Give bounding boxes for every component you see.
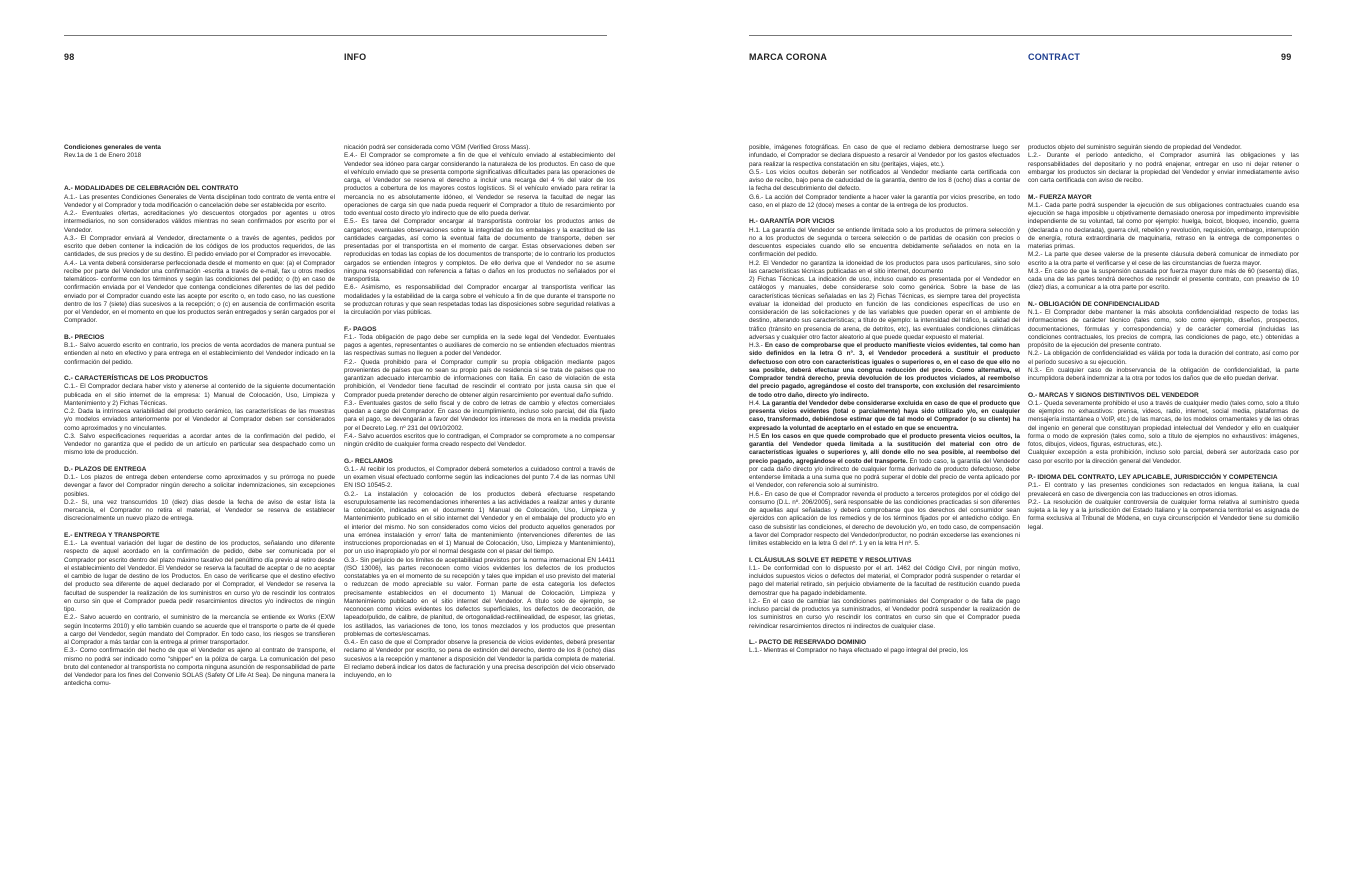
left-page-number: 98 — [64, 52, 75, 62]
clause-h1: H.1. La garantía del Vendedor se entiende limitada solo a los productos de primera selección y no a los productos de segunda o tercera selección o de partidas de ocasión con precios o descuentos especiales cuando ello se encuentra debidamente señalados en nota en la confirmación del pedido. — [749, 226, 1020, 259]
section-f-title: F.- PAGOS — [344, 325, 377, 333]
clause-g2: G.2.- La instalación y colocación de los productos deberá efectuarse respetando escrupulosamente las recomendaciones inherentes a las actividades a realizar antes y durante la colocación, indicadas en el documento 1) Manual de Colocación, Uso, Limpieza y Mantenimiento publicado en el sitio internet del Vendedor y en el embalaje del producto y/o en el interior del mismo. No son considerados como vicios del producto aquellos generados por una errónea instalación y error/ falta de mantenimiento (intervenciones diferentes de las instrucciones proporcionadas en el 1) Manual de Colocación, Uso, Limpieza y Mantenimiento), por un uso inapropiado y/o por el normal desgaste con el pasar del tiempo. — [344, 490, 615, 556]
document-revision: Rev.1a de 1 de Enero 2018 — [64, 152, 142, 160]
clause-l2: L.2.- Durante el período antedicho, el Comprador asumirá las obligaciones y las responsabilidades del depositario y no podrá enajenar, entregar en uso ni dejar retener o embargar los productos sin declarar la propiedad del Vendedor y enviar inmediatamente aviso con carta certificada con aviso de recibo. — [1028, 152, 1299, 184]
clause-e4: E.4.- El Comprador se compromete a fin de que el vehículo enviado al establecimiento del Vendedor sea idóneo para cargar considerando la naturaleza de los productos. En caso de que el vehículo enviado que se presenta comporte significativas dificultades para las operaciones de carga, el Vendedor se reserva el derecho a incluir una recarga del 4 % del valor de los productos a cobertura de los mayores costos logísticos. Si el vehículo enviado para retirar la mercancía no es absolutamente idóneo, el Vendedor se reserva la facultad de negar las operaciones de carga sin que nada pueda requerir el Comprador a título de resarcimiento por todo eventual costo directo y/o indirecto que de ello pueda derivar. — [344, 152, 615, 217]
clause-a3: A.3.- El Comprador enviará al Vendedor, directamente o a través de agentes, pedidos por escrito que deben contener la indicación de los códigos de los productos requeridos, de las cantidades, de sus precios y de su destino. El pedido enviado por el Comprador es irrevocable. — [64, 234, 335, 259]
clause-l1: L.1.- Mientras el Comprador no haya efectuado el pago integral del precio, los — [749, 647, 968, 655]
clause-e2: E.2.- Salvo acuerdo en contrario, el suministro de la mercancía se entiende ex Works (EXW según Incoterms 2010) y ello también cuando se acuerde que el transporte o parte de él quede a cargo del Vendedor, según mandato del Comprador. En todo caso, los riesgos se transfieren al Comprador a más tardar con la entrega al primer transportador. — [64, 614, 335, 646]
section-p-title: P.- IDIOMA DEL CONTRATO, LEY APLICABLE, JURISDICCIÓN Y COMPETENCIA — [1028, 474, 1278, 481]
clause-c2: C.2. Dada la intrínseca variabilidad del producto cerámico, las características de las muestras y/o modelos enviados anteriormente por el Vendedor al Comprador deben ser considerados como aproximados y no vinculantes. — [64, 408, 335, 432]
clause-h2-technical-sheets: 2) Fichas Técnicas. La indicación de uso, incluso cuando es presentada por el Vendedor en catálogos y manuales, debe considerarse solo como genérica. Sobre la base de las características técnicas señaladas en las 2) Fichas Técnicas, es siempre tarea del proyectista evaluar la idoneidad del producto en función de las condiciones específicas de uso en consideración de las solicitaciones y de las variables que pueden operar en el ambiente de destino, alterando sus características; a título de ejemplo: la intensidad del tráfico, la calidad del tráfico (tránsito en presencia de arena, de detritos, etc), las eventuales condiciones climáticas adversas y cualquier otro factor aleatorio al que puede quedar expuesto el material. — [749, 276, 1020, 341]
clause-d2: D.2.- Si, una vez transcurridos 10 (diez) días desde la fecha de aviso de estar lista la mercancía, el Comprador no retira el material, el Vendedor se reserva de establecer discrecionalmente un nuevo plazo de entrega. — [64, 498, 335, 523]
clause-d1: D.1.- Los plazos de entrega deben entenderse como aproximados y su prórroga no puede devengar a favor del Comprador ningún derecho a solicitar indemnizaciones, sin excepciones posibles. — [64, 474, 335, 498]
clause-m1: M.1.- Cada parte podrá suspender la ejecución de sus obligaciones contractuales cuando esa ejecución se haga imposible u objetivamente demasiado onerosa por impedimento imprevisible independiente de su voluntad, tal como por ejemplo: huelga, boicot, bloqueo, incendio, guerra (declarada o no declarada), guerra civil, rebelión y revolución, requisición, embargo, interrupción de energía, rotura extraordinaria de maquinaria, retraso en la entrega de componentes o materias primas. — [1028, 201, 1299, 250]
clause-i1: I.1.- De conformidad con lo dispuesto por el art. 1462 del Código Civil, por ningún motivo, incluidos supuestos vicios o defectos del material, el Comprador podrá suspender o retardar el pago del material retirado, sin perjuicio obviamente de la facultad de restitución cuando pueda demostrar que ha pagado indebidamente. — [749, 564, 1020, 597]
clause-m2: M.2.- La parte que desee valerse de la presente cláusula deberá comunicar de inmediato por escrito a la otra parte el verificarse y el cese de las circunstancias de fuerza mayor. — [1028, 251, 1299, 267]
clause-c3: C.3. Salvo especificaciones requeridas a acordar antes de la confirmación del pedido, el Vendedor no garantiza que el pedido de un artículo en particular sea despachado como un mismo lote de producción. — [64, 432, 335, 457]
clause-h4-lead: H.4. — [749, 399, 763, 407]
section-a-title: A.- MODALIDADES DE CELEBRACIÓN DEL CONTRATO — [64, 185, 239, 193]
section-l-title: L.- PACTO DE RESERVADO DOMINIO — [749, 639, 867, 646]
clause-f1: F.1.- Toda obligación de pago debe ser cumplida en la sede legal del Vendedor. Eventuales pagos a agentes, representantes o auxiliares de comercio no se entienden efectuados mientras las respectivas sumas no lleguen a poder del Vendedor. — [344, 333, 615, 358]
clause-h6: H.6.- En caso de que el Comprador revenda el producto a terceros protegidos por el código del consumo (D.L. nº. 206/2005), será responsable de las condiciones practicadas si son diferentes de aquellas aquí señaladas y deberá comprobarse que los derechos del consumidor sean ejercidos con aplicación de los remedios y de los términos fijados por el antedicho código. En caso de subsistir las condiciones, el derecho de devolución y/o, en todo caso, de compensación a favor del Comprador respecto del Vendedor/productor, no podrán excederse las exenciones ni límites establecido en la letra G del nº. 1 y en la letra H nº. 5. — [749, 490, 1020, 547]
clause-n3: N.3.- En cualquier caso de inobservancia de la obligación de confidencialidad, la parte incumplidora deberá indemnizar a la otra por todos los daños que de ello puedan derivar. — [1028, 366, 1299, 382]
clause-g4-continued: posible, imágenes fotográficas. En caso de que el reclamo debiera demostrarse luego ser infundado, el Comprador se declara dispuesto a resarcir al Vendedor por los gastos efectuados para realizar la respectiva constatación en situ (peritajes, viajes, etc.). — [749, 144, 1020, 168]
clause-h3 — [749, 342, 1020, 400]
clause-o2: Cualquier excepción a esta prohibición, incluso solo parcial, deberá ser autorizada caso por caso por escrito por la dirección general del Vendedor. — [1028, 449, 1299, 465]
clause-h3-bold: En caso de comprobarse que el producto manifieste vicios evidentes, tal como han sido definidos en la letra G n°. 3, el Vendedor procederá a sustituir el producto defectuoso con otro con características iguales o superiores o, en el caso de que ello no sea posible, deberá efectuar una congrua reducción del precio. Como alternativa, el Comprador tendrá derecho, previa devolución de los productos viciados, al reembolso del precio pagado, agregándose el costo del transporte, con exclusión del resarcimiento de todo otro daño, directo y/o indirecto. — [749, 342, 1020, 399]
clause-h2: H.2. El Vendedor no garantiza la idoneidad de los productos para usos particulares, sino solo las características técnicas publicadas en el sitio internet, documento — [749, 259, 1020, 275]
section-h-title: H.- GARANTÍA POR VICIOS — [749, 218, 835, 226]
column-3 — [749, 144, 1020, 656]
clause-n2: N.2.- La obligación de confidencialidad es válida por toda la duración del contrato, así como por el período sucesivo a su ejecución. — [1028, 350, 1299, 366]
clause-e5: E.5.- Es tarea del Comprador encargar al transportista controlar los productos antes de cargarlos; eventuales observaciones sobre la integridad de los embalajes y la exactitud de las cantidades cargadas, así como la eventual falta de documento de transporte, deben ser presentadas por el transportista en el momento de cargar. Estas observaciones deben ser reproducidas en todas las copias de los documentos de transporte; de lo contrario los productos cargados se entienden íntegros y completos. De ello deriva que el Vendedor no se asume ninguna responsabilidad con referencia a faltas o daños en los productos no señalados por el transportista. — [344, 218, 615, 283]
clause-f3: F.3.- Eventuales gastos de sello fiscal y de cobro de letras de cambio y efectos comerciales quedan a cargo del Comprador. En caso de incumplimiento, incluso solo parcial, del día fijado para el pago, se devengarán a favor del Vendedor los intereses de mora en la medida prevista por el Decreto Leg. nº 231 del 09/10/2002. — [344, 399, 615, 432]
clause-e6: E.6.- Asimismo, es responsabilidad del Comprador encargar al transportista verificar las modalidades y la estabilidad de la carga sobre el vehículo a fin de que durante el transporte no se produzcan roturas y que sean respetadas todas las disposiciones sobre seguridad relativas a la circulación por vías públicas. — [344, 284, 615, 316]
section-c-title: C.- CARACTERÍSTICAS DE LOS PRODUCTOS — [64, 375, 208, 382]
clause-h5-bold: En los casos en que quede comprobado que el producto presenta vicios ocultos, la garantía del Vendedor queda limitada a la sustitución del material con otro de características iguales o superiores y, allí donde ello no sea posible, al reembolso del precio pagado, agregándose el costo del transporte. — [749, 432, 1021, 465]
clause-a1: A.1.- Las presentes Condiciones Generales de Venta disciplinan todo contrato de venta entre el Vendedor y el Comprador y toda modificación o cancelación debe ser establecida por escrito. — [64, 193, 335, 209]
section-d-title: D.- PLAZOS DE ENTREGA — [64, 465, 147, 473]
clause-e1: E.1.- La eventual variación del lugar de destino de los productos, señalando uno diferente respecto de aquel acordado en la confirmación de pedido, debe ser comunicada por el Comprador por escrito dentro del plazo máximo taxativo del penúltimo día previo al retiro desde el establecimiento del Vendedor. El Vendedor se reserva la facultad de aceptar o de no aceptar el cambio de lugar de destino de los Productos. En caso de verificarse que el destino efectivo del producto sea diferente de aquel declarado por el Comprador, el Vendedor se reserva la facultad de suspender la realización de los suministros en curso y/o de rescindir los contratos en curso sin que el Comprador pueda pedir resarcimientos directos y/o indirectos de ningún tipo. — [64, 540, 335, 613]
clause-l1-continued: productos objeto del suministro seguirán siendo de propiedad del Vendedor. — [1028, 144, 1242, 151]
clause-h5 — [749, 433, 1020, 491]
clause-n1: N.1.- El Comprador debe mantener la más absoluta confidencialidad respecto de todas las informaciones de carácter técnico (tales como, solo como ejemplo, diseños, prospectos, documentaciones, fórmulas y correspondencia) y de carácter comercial (incluidas las condiciones contractuales, los precios de compra, las condiciones de pago, etc.) obtenidas a propósito de la ejecución del presente contrato. — [1028, 309, 1299, 349]
section-i-title: I. CLÁUSULAS SOLVE ET REPETE Y RESOLUTIVAS — [749, 556, 912, 564]
section-m-title: M.- FUERZA MAYOR — [1028, 193, 1092, 201]
clause-i2: I.2.- En el caso de cambiar las condiciones patrimoniales del Comprador o de falta de pago incluso parcial de productos ya suministrados, el Vendedor podrá suspender la realización de los suministros en curso y/o rescindir los contratos en curso sin que el Comprador pueda reivindicar resarcimientos directos ni indirectos de cualquier clase. — [749, 597, 1020, 630]
clause-g4: G.4.- En caso de que el Comprador observe la presencia de vicios evidentes, deberá presentar reclamo al Vendedor por escrito, so pena de extinción del derecho, dentro de los 8 (ocho) días sucesivos a la recepción y mantener a disposición del Vendedor la partida completa de material. El reclamo deberá indicar los datos de facturación y una precisa descripción del vicio observado incluyendo, en lo — [344, 639, 615, 679]
clause-h4-bold: La garantía del Vendedor debe considerarse excluida en caso de que el producto que presenta vicios evidentes (total o parcialmente) haya sido utilizado y/o, en cualquier caso, transformado, debiéndose estimar que de tal modo el Comprador (o su cliente) ha expresado la voluntad de aceptarlo en el estado en que se encuentra. — [749, 399, 1020, 432]
left-header-rule — [64, 35, 607, 36]
left-section-label: INFO — [344, 52, 367, 62]
clause-c1: C.1.- El Comprador declara haber visto y atenerse al contenido de la siguiente documentación publicada en el sitio internet de la empresa: 1) Manual de Colocación, Uso, Limpieza y Mantenimiento y 2) Fichas Técnicas. — [64, 383, 335, 407]
column-1 — [64, 144, 335, 689]
section-b-title: B.- PRECIOS — [64, 333, 105, 341]
right-header-rule — [749, 35, 1292, 36]
clause-e3: E.3.- Como confirmación del hecho de que el Vendedor es ajeno al contrato de transporte, el mismo no podrá ser indicado como "shipper" en la póliza de carga. La comunicación del peso bruto del contenedor al transportista no comporta ninguna asunción de responsabilidad de parte del Vendedor para los fines del Convenio SOLAS (Safety Of Life At Sea). De ninguna manera la antedicha comu- — [64, 647, 335, 688]
clause-b1: B.1.- Salvo acuerdo escrito en contrario, los precios de venta acordados de manera puntual se entienden al neto en efectivo y para entrega en el establecimiento del Vendedor indicado en la confirmación del pedido. — [64, 342, 335, 366]
clause-g6: G.6.- La acción del Comprador tendiente a hacer valer la garantía por vicios prescribe, en todo caso, en el plazo de 12 (doce) meses a contar de la entrega de los productos. — [749, 193, 1020, 209]
right-brand-label: MARCA CORONA — [749, 52, 828, 62]
right-section-label: CONTRACT — [1028, 52, 1081, 62]
clause-f4: F.4.- Salvo acuerdos escritos que lo contradigan, el Comprador se compromete a no compensar ningún crédito de cualquier forma creado respecto del Vendedor. — [344, 432, 615, 448]
section-e-title: E.- ENTREGA Y TRANSPORTE — [64, 531, 160, 539]
clause-h4 — [749, 400, 1020, 433]
clause-p2: P.2.- La resolución de cualquier controversia de cualquier forma relativa al suministro queda sujeta a la ley y a la jurisdicción del Estado Italiano y la competencia territorial es asignada de forma exclusiva al Tribunal de Módena, en cuya circunscripción el Vendedor tiene su domicilio legal. — [1028, 498, 1299, 531]
clause-h3-lead: H.3.- — [749, 342, 765, 349]
clause-p1: P.1.- El contrato y las presentes condiciones son redactados en lengua italiana, la cual prevalecerá en caso de divergencia con las traducciones en otros idiomas. — [1028, 482, 1299, 498]
clause-g5: G.5.- Los vicios ocultos deberán ser notificados al Vendedor mediante carta certificada con aviso de recibo, bajo pena de caducidad de la garantía, dentro de los 8 (ocho) días a contar de la fecha del descubrimiento del defecto. — [749, 168, 1020, 193]
clause-e3-continued: nicación podrá ser considerada como VGM (Verified Gross Mass). — [344, 144, 531, 151]
clause-g1: G.1.- Al recibir los productos, el Comprador deberá someterlos a cuidadoso control a través de un examen visual efectuado conforme según las indicaciones del punto 7.4 de las normas UNI EN ISO 10545-2. — [344, 465, 615, 490]
clause-h5-lead: H.5 — [749, 432, 762, 440]
clause-g3: G.3.- Sin perjuicio de los límites de aceptabilidad previstos por la norma internacional EN 14411 (ISO 13006), las partes reconocen como vicios evidentes los defectos de los productos constatables ya en el momento de su recepción y tales que impidan el uso previsto del material o reduzcan de modo apreciable su valor. Forman parte de esta categoría los defectos precisamente establecidos en el documento 1) Manual de Colocación, Limpieza y Mantenimiento publicado en el sitio internet del Vendedor. A título solo de ejemplo, se reconocen como vicios evidentes los defectos superficiales, los defectos de decoración, de lapeado/pulido, de calibre, de planitud, de ortogonalidad-rectilinealidad, de espesor, las grietas, los astillados, las variaciones de tono, los tonos mezclados y los productos que presentan problemas de cortes/escamas. — [344, 556, 615, 638]
clause-m3: M.3.- En caso de que la suspensión causada por fuerza mayor dure más de 60 (sesenta) días, cada una de las partes tendrá derechos de rescindir el presente contrato, con preaviso de 10 (diez) días, a comunicar a la otra parte por escrito. — [1028, 267, 1299, 292]
clause-a2: A.2.- Eventuales ofertas, acreditaciones y/o descuentos otorgados por agentes u otros intermediarios, no son considerados válidos mientras no sean confirmados por escrito por el Vendedor. — [64, 210, 335, 234]
right-page-number: 99 — [1281, 52, 1292, 62]
section-g-title: G.- RECLAMOS — [344, 457, 393, 465]
document-title: Condiciones generales de venta — [64, 144, 161, 151]
section-n-title: N.- OBLIGACIÓN DE CONFIDENCIALIDAD — [1028, 300, 1160, 308]
column-4 — [1028, 144, 1299, 532]
column-2 — [344, 144, 615, 680]
section-o-title: O.- MARCAS Y SIGNOS DISTINTIVOS DEL VENDEDOR — [1028, 391, 1199, 399]
clause-f2: F.2.- Queda prohibido para el Comprador cumplir su propia obligación mediante pagos provenientes de países que no sean su propio país de residencia si se trata de países que no garantizan adecuado intercambio de informaciones con Italia. En caso de violación de esta prohibición, el Vendedor tiene facultad de rescindir el contrato por justa causa sin que el Comprador pueda pretender derecho de obtener algún resarcimiento por eventual daño sufrido. — [344, 358, 615, 399]
clause-o1: O.1.- Queda severamente prohibido el uso a través de cualquier medio (tales como, solo a título de ejemplos no exhaustivos: prensa, videos, radio, internet, social media, plataformas de mensajería instantánea o VoIP, etc.) de las marcas, de los modelos ornamentales y de las obras del ingenio en general que constituyan propiedad intelectual del Vendedor y ello en cualquier forma o modo de expresión (tales como, solo a título de ejemplos no exhaustivos: imágenes, fotos, dibujos, videos, figuras, estructuras, etc.). — [1028, 399, 1299, 448]
clause-a4: A.4.- La venta deberá considerarse perfeccionada desde el momento en que: (a) el Comprador recibe por parte del Vendedor una confirmación -escrita a través de e-mail, fax u otros medios telemáticos- conforme con los términos y según las condiciones del pedido; o (b) en caso de confirmación enviada por el Vendedor que contenga condiciones diferentes de las del pedido enviado por el Comprador cuando este las acepte por escrito o, en todo caso, no las cuestione dentro de los 7 (siete) días sucesivos a la recepción; o (c) en ausencia de confirmación escrita por el Vendedor, en el momento en que los productos serán entregados y serán cargados por el Comprador. — [64, 259, 335, 325]
clause-h5-rest: En todo caso, la garantía del Vendedor por cada daño directo y/o indirecto de cualquier forma derivado de producto defectuoso, debe entenderse limitada a una suma que no podrá superar el doble del precio de venta aplicado por el Vendedor, con referencia solo al suministro. — [749, 457, 1020, 490]
